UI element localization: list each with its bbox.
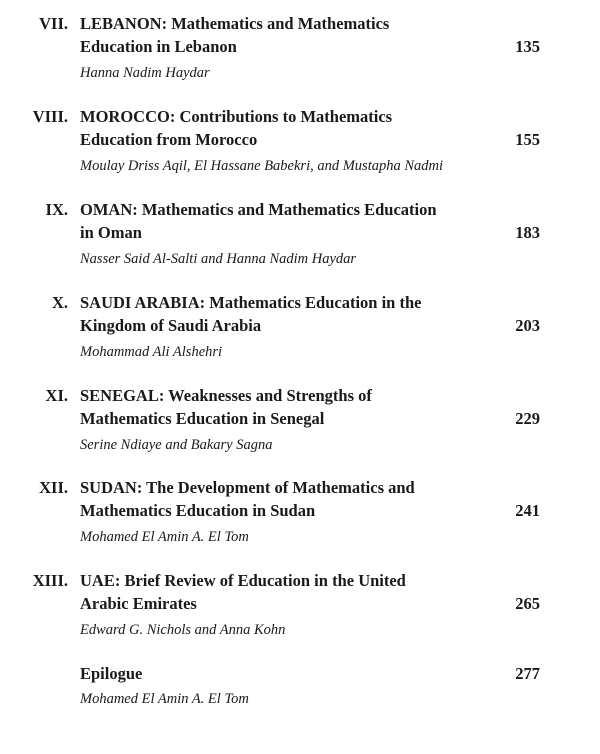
chapter-page-number: 241 [515, 501, 540, 520]
epilogue-title-line: Epilogue [80, 664, 143, 683]
chapter-authors: Mohammad Ali Alshehri [80, 344, 223, 360]
chapter-authors: Moulay Driss Aqil, El Hassane Babekri, and Mustapha Nadmi [80, 158, 444, 174]
chapter-title-line: Mathematics Education in Senegal [80, 409, 325, 428]
toc-entry-xiii [0, 569, 600, 649]
chapter-authors: Edward G. Nichols and Anna Kohn [80, 622, 286, 638]
chapter-title [80, 569, 500, 615]
chapter-authors: Hanna Nadim Haydar [80, 65, 210, 81]
chapter-page-number: 135 [515, 37, 540, 56]
chapter-numeral: VIII. [32, 107, 68, 126]
chapter-page-number: 183 [515, 223, 540, 242]
chapter-authors: Mohamed El Amin A. El Tom [80, 529, 249, 545]
epilogue-page-number: 277 [515, 664, 540, 683]
toc-entry-xii [0, 476, 600, 556]
chapter-title-line: Education from Morocco [80, 130, 258, 149]
chapter-title [80, 384, 500, 430]
toc-entry-ix [0, 198, 600, 278]
chapter-title-line: SENEGAL: Weaknesses and Strengths of [80, 386, 372, 405]
epilogue-title [80, 662, 500, 685]
chapter-title-line: OMAN: Mathematics and Mathematics Education [80, 200, 437, 219]
chapter-title [80, 105, 500, 151]
chapter-title-line: in Oman [80, 223, 142, 242]
chapter-authors: Serine Ndiaye and Bakary Sagna [80, 437, 273, 453]
chapter-page-number: 265 [515, 594, 540, 613]
epilogue-authors: Mohamed El Amin A. El Tom [80, 691, 249, 707]
chapter-title-line: UAE: Brief Review of Education in the United [80, 571, 406, 590]
chapter-title [80, 198, 500, 244]
chapter-title-line: Mathematics Education in Sudan [80, 501, 316, 520]
chapter-page-number: 155 [515, 130, 540, 149]
toc-entry-xi [0, 384, 600, 464]
chapter-title-line: Education in Lebanon [80, 37, 237, 56]
chapter-numeral: XII. [39, 478, 68, 497]
toc-entry-epilogue [0, 662, 600, 722]
chapter-title [80, 12, 500, 58]
chapter-title-line: Kingdom of Saudi Arabia [80, 316, 262, 335]
chapter-title-line: MOROCCO: Contributions to Mathematics [80, 107, 393, 126]
toc-entry-x [0, 291, 600, 371]
chapter-numeral: X. [51, 293, 68, 312]
chapter-title [80, 291, 500, 337]
chapter-numeral: XIII. [32, 571, 68, 590]
chapter-title [80, 476, 500, 522]
chapter-title-line: LEBANON: Mathematics and Mathematics [80, 14, 390, 33]
chapter-numeral: XI. [45, 386, 68, 405]
chapter-numeral: VII. [39, 14, 68, 33]
chapter-page-number: 229 [515, 409, 540, 428]
chapter-title-line: SUDAN: The Development of Mathematics and [80, 478, 415, 497]
chapter-numeral: IX. [45, 200, 68, 219]
chapter-page-number: 203 [515, 316, 540, 335]
chapter-title-line: Arabic Emirates [80, 594, 197, 613]
chapter-title-line: SAUDI ARABIA: Mathematics Education in the [80, 293, 422, 312]
chapter-authors: Nasser Said Al-Salti and Hanna Nadim Haydar [80, 251, 357, 267]
toc-entry-vii [0, 12, 600, 92]
toc-entry-viii [0, 105, 600, 185]
